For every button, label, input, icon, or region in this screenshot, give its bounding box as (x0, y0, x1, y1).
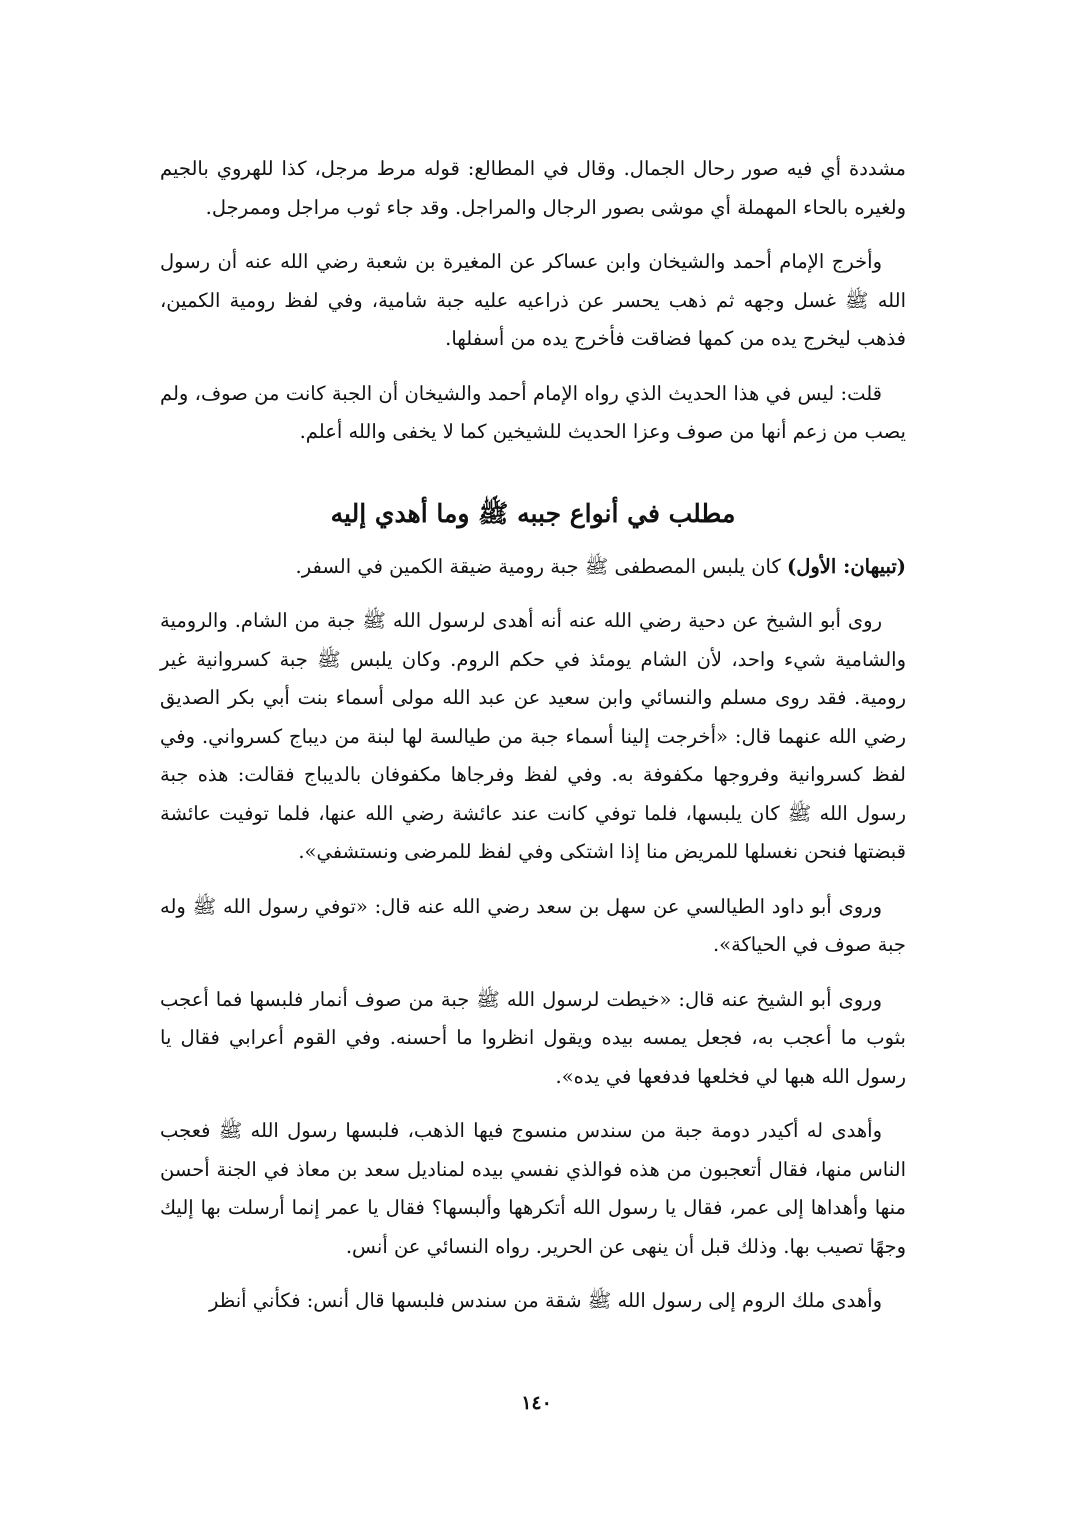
paragraph-text: وأهدى ملك الروم إلى رسول الله ﷺ شقة من سندس فلبسها قال أنس: فكأني أنظر (209, 1289, 882, 1312)
page-number: ١٤٠ (521, 1392, 552, 1414)
page-body (160, 150, 906, 1337)
paragraph-dihya (160, 602, 906, 872)
paragraph-tayalisi (160, 888, 906, 965)
paragraph-qultu (160, 375, 906, 452)
paragraph-text: وروى أبو داود الطيالسي عن سهل بن سعد رضي الله عنه قال: «توفي رسول الله ﷺ وله جبة صوف في الحياكة». (160, 894, 906, 956)
paragraph-abu-shaykh (160, 981, 906, 1097)
paragraph-ukaydir (160, 1112, 906, 1266)
note-label: (تبيهان: الأول) (786, 554, 906, 578)
paragraph-text: مشددة أي فيه صور رحال الجمال. وقال في المطالع: قوله مرط مرجل، كذا للهروي بالجيم ولغيره بالحاء المهملة أي موشى بصور الرجال والمراجل. وقد جاء ثوب مراجل وممرجل. (160, 157, 906, 219)
paragraph-text: قلت: ليس في هذا الحديث الذي رواه الإمام أحمد والشيخان أن الجبة كانت من صوف، ولم يصب من زعم أنها من صوف وعزا الحديث للشيخين كما لا يخفى والله أعلم. (160, 381, 906, 443)
paragraph-text: روى أبو الشيخ عن دحية رضي الله عنه أنه أهدى لرسول الله ﷺ جبة من الشام. والرومية والشامية شيء واحد، لأن الشام يومئذ في حكم الروم. وكان يلبس ﷺ جبة كسروانية غير رومية. فقد روى مسلم والنسائي وابن سعيد عن عبد الله مولى أسماء بنت أبي بكر الصديق رضي الله عنهما قال: «أخرجت إلينا أسماء جبة من طيالسة لها لبنة من ديباج كسرواني. وفي لفظ كسروانية وفروجها مكفوفة به. وفي لفظ وفرجاها مكفوفان بالديباج فقالت: هذه جبة رسول الله ﷺ كان يلبسها، فلما توفي كانت عند عائشة رضي الله عنها، فلما توفيت عائشة قبضتها فنحن نغسلها للمريض منا إذا اشتكى وفي لفظ للمرضى ونستشفي». (160, 609, 906, 863)
section-heading: مطلب في أنواع جببه ﷺ وما أهدي إليه (330, 498, 736, 528)
note-first (160, 548, 906, 587)
note-text: كان يلبس المصطفى ﷺ جبة رومية ضيقة الكمين في السفر. (295, 554, 781, 578)
paragraph-text: وأخرج الإمام أحمد والشيخان وابن عساكر عن المغيرة بن شعبة رضي الله عنه أن رسول الله ﷺ غسل وجهه ثم ذهب يحسر عن ذراعيه عليه جبة شامية، وفي لفظ رومية الكمين، فذهب ليخرج يده من كمها فضاقت فأخرج يده من أسفلها. (160, 250, 906, 350)
paragraph-mughira-hadith (160, 243, 906, 359)
paragraph-mushaddada (160, 150, 906, 227)
paragraph-text: وأهدى له أكيدر دومة جبة من سندس منسوج فيها الذهب، فلبسها رسول الله ﷺ فعجب الناس منها، فقال أتعجبون من هذه فوالذي نفسي بيده لمناديل سعد بن معاذ في الجنة أحسن منها وأهداها إلى عمر، فقال يا رسول الله أتكرهها وألبسها؟ فقال يا عمر إنما أرسلت بها إليك وجهًا تصيب بها. وذلك قبل أن ينهى عن الحرير. رواه النسائي عن أنس. (160, 1119, 906, 1258)
paragraph-malik-al-rum (160, 1282, 906, 1321)
paragraph-text: وروى أبو الشيخ عنه قال: «خيطت لرسول الله ﷺ جبة من صوف أنمار فلبسها فما أعجب بثوب ما أعجب به، فجعل يمسه بيده ويقول انظروا ما أحسنه. وفي القوم أعرابي فقال يا رسول الله هبها لي فخلعها فدفعها في يده». (160, 987, 906, 1088)
